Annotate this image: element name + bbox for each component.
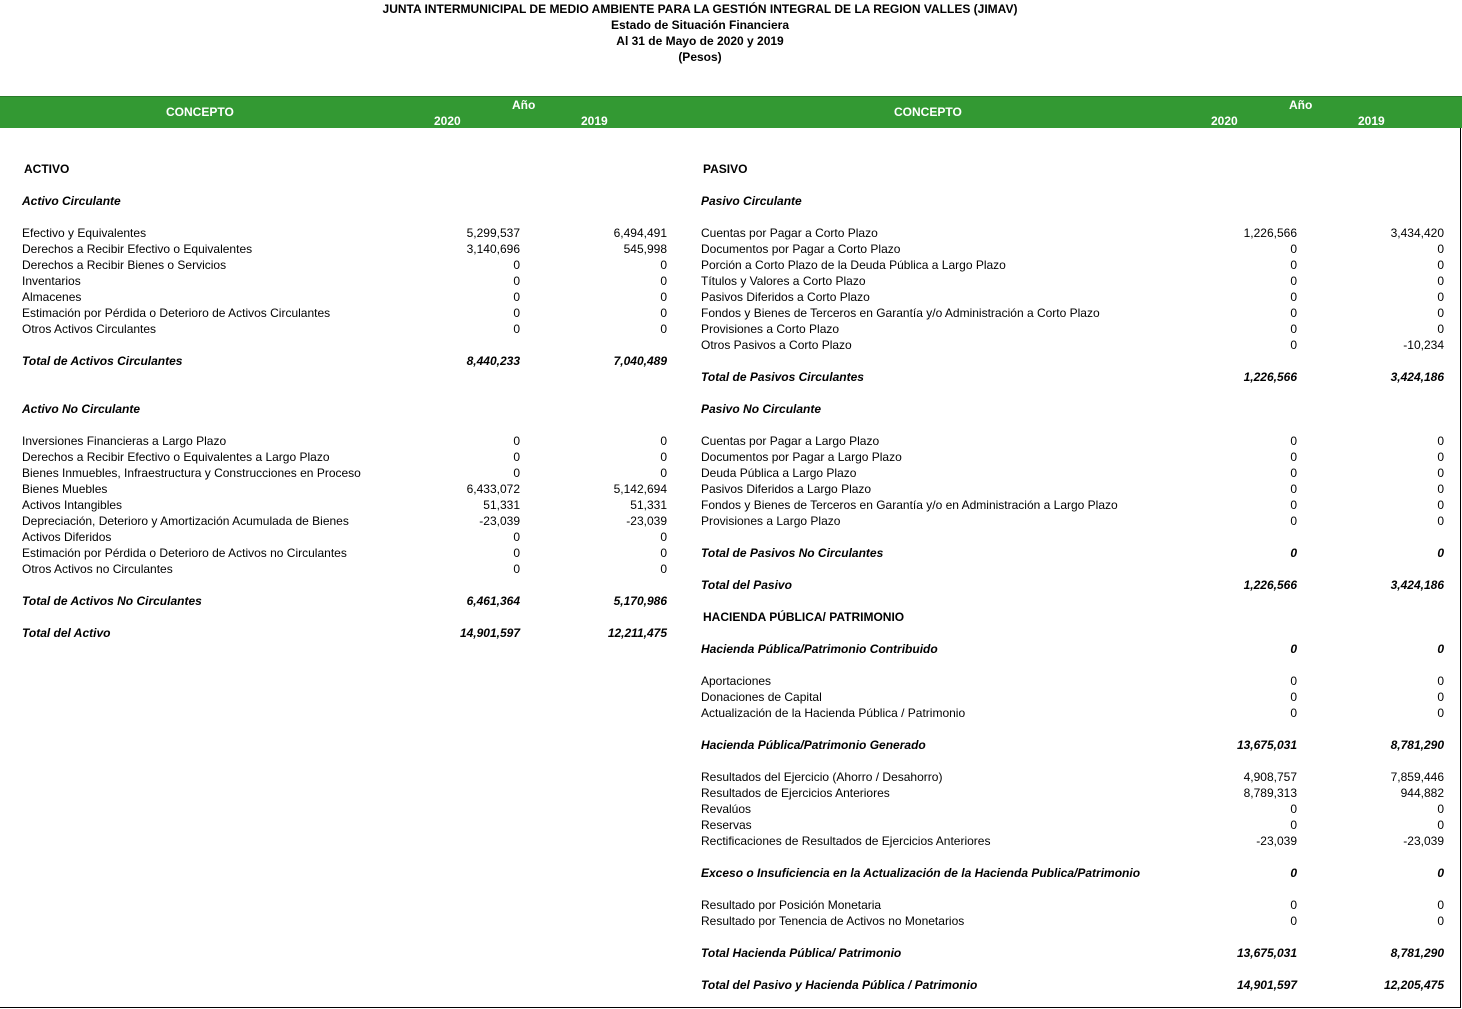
value-2020: 3,140,696: [466, 242, 520, 256]
value-2019: 0: [1437, 482, 1444, 496]
row-label: Cuentas por Pagar a Largo Plazo: [701, 434, 880, 448]
header-anio-right: Año: [1289, 98, 1313, 112]
row-label: Derechos a Recibir Efectivo o Equivalentes a Largo Plazo: [22, 450, 330, 464]
value-2020: 51,331: [483, 498, 520, 512]
row-label: Total del Pasivo y Hacienda Pública / Patrimonio: [701, 978, 978, 992]
value-2020: 14,901,597: [1236, 978, 1297, 992]
value-2020: 13,675,031: [1236, 738, 1297, 752]
value-2020: -23,039: [479, 514, 520, 528]
value-2020: 0: [1290, 642, 1297, 656]
row-label: Hacienda Pública/Patrimonio Contribuido: [701, 642, 938, 656]
row-label: Resultado por Posición Monetaria: [701, 898, 882, 912]
header-2020-left: 2020: [434, 114, 461, 128]
value-2020: 0: [1290, 866, 1297, 880]
value-2019: -23,039: [1403, 834, 1444, 848]
row-label: Inversiones Financieras a Largo Plazo: [22, 434, 227, 448]
value-2020: 0: [1290, 690, 1297, 704]
value-2019: 7,040,489: [613, 354, 667, 368]
row-label: Aportaciones: [701, 674, 772, 688]
value-2019: 0: [1437, 274, 1444, 288]
row-label: Reservas: [701, 818, 752, 832]
value-2019: 0: [660, 274, 667, 288]
row-label: Pasivo No Circulante: [701, 402, 822, 416]
value-2019: 0: [1437, 642, 1444, 656]
value-2019: 0: [1437, 914, 1444, 928]
row-label: Otros Activos no Circulantes: [22, 562, 173, 576]
value-2019: 7,859,446: [1390, 770, 1444, 784]
value-2019: 0: [1437, 498, 1444, 512]
value-2019: 5,170,986: [613, 594, 667, 608]
row-label: Derechos a Recibir Bienes o Servicios: [22, 258, 227, 272]
row-label: Pasivo Circulante: [701, 194, 802, 208]
value-2020: 4,908,757: [1243, 770, 1297, 784]
value-2019: 0: [1437, 706, 1444, 720]
value-2019: 6,494,491: [613, 226, 667, 240]
value-2020: 0: [513, 274, 520, 288]
value-2020: 0: [1290, 338, 1297, 352]
value-2019: 0: [1437, 690, 1444, 704]
value-2020: 0: [513, 546, 520, 560]
row-label: Resultados de Ejercicios Anteriores: [701, 786, 890, 800]
value-2020: 0: [1290, 546, 1297, 560]
value-2019: 0: [660, 546, 667, 560]
row-label: Pasivos Diferidos a Corto Plazo: [701, 290, 870, 304]
row-label: Activos Diferidos: [22, 530, 112, 544]
value-2019: -23,039: [626, 514, 667, 528]
value-2019: 0: [660, 258, 667, 272]
value-2019: 0: [660, 530, 667, 544]
row-label: Depreciación, Deterioro y Amortización Acumulada de Bienes: [22, 514, 349, 528]
value-2019: 0: [660, 466, 667, 480]
row-label: Estimación por Pérdida o Deterioro de Activos Circulantes: [22, 306, 331, 320]
row-label: Inventarios: [22, 274, 81, 288]
value-2020: 0: [1290, 818, 1297, 832]
value-2019: 0: [1437, 674, 1444, 688]
row-label: Total de Activos Circulantes: [22, 354, 183, 368]
value-2020: 0: [1290, 258, 1297, 272]
value-2019: 0: [1437, 434, 1444, 448]
row-label: Donaciones de Capital: [701, 690, 822, 704]
row-label: Activo Circulante: [22, 194, 121, 208]
value-2020: 0: [1290, 674, 1297, 688]
value-2020: 0: [1290, 274, 1297, 288]
report-entity-title: JUNTA INTERMUNICIPAL DE MEDIO AMBIENTE PARA LA GESTIÓN INTEGRAL DE LA REGION VALLES (JIMAV): [382, 2, 1018, 16]
value-2019: 0: [1437, 466, 1444, 480]
value-2020: 13,675,031: [1236, 946, 1297, 960]
row-label: Derechos a Recibir Efectivo o Equivalentes: [22, 242, 253, 256]
row-label: Hacienda Pública/Patrimonio Generado: [701, 738, 926, 752]
header-2019-right: 2019: [1358, 114, 1385, 128]
table-header: [0, 96, 1462, 128]
value-2019: 0: [1437, 306, 1444, 320]
row-label: Documentos por Pagar a Corto Plazo: [701, 242, 901, 256]
row-label: PASIVO: [703, 162, 748, 176]
value-2019: 0: [1437, 450, 1444, 464]
value-2020: 6,433,072: [466, 482, 520, 496]
row-label: Porción a Corto Plazo de la Deuda Pública a Largo Plazo: [701, 258, 1006, 272]
value-2020: 6,461,364: [466, 594, 520, 608]
value-2020: 8,789,313: [1243, 786, 1297, 800]
report-title: Estado de Situación Financiera: [610, 18, 790, 32]
value-2019: 0: [1437, 242, 1444, 256]
row-label: Documentos por Pagar a Largo Plazo: [701, 450, 902, 464]
value-2020: 0: [513, 450, 520, 464]
value-2020: 0: [1290, 482, 1297, 496]
value-2019: 545,998: [623, 242, 667, 256]
value-2019: 0: [1437, 802, 1444, 816]
row-label: Fondos y Bienes de Terceros en Garantía y/o en Administración a Largo Plazo: [701, 498, 1118, 512]
row-label: Deuda Pública a Largo Plazo: [701, 466, 857, 480]
value-2020: 0: [1290, 434, 1297, 448]
row-label: Estimación por Pérdida o Deterioro de Activos no Circulantes: [22, 546, 347, 560]
value-2020: 0: [1290, 914, 1297, 928]
value-2019: 0: [1437, 818, 1444, 832]
value-2019: 944,882: [1400, 786, 1444, 800]
header-2019-left: 2019: [581, 114, 608, 128]
row-label: ACTIVO: [24, 162, 70, 176]
value-2020: -23,039: [1256, 834, 1297, 848]
row-label: Total Hacienda Pública/ Patrimonio: [701, 946, 902, 960]
row-label: Títulos y Valores a Corto Plazo: [701, 274, 866, 288]
value-2019: 12,211,475: [607, 626, 667, 640]
value-2020: 0: [1290, 322, 1297, 336]
row-label: HACIENDA PÚBLICA/ PATRIMONIO: [703, 610, 905, 624]
value-2020: 0: [1290, 242, 1297, 256]
row-label: Rectificaciones de Resultados de Ejercicios Anteriores: [701, 834, 991, 848]
value-2019: 0: [1437, 290, 1444, 304]
value-2020: 5,299,537: [466, 226, 520, 240]
value-2020: 0: [1290, 802, 1297, 816]
value-2019: 0: [660, 322, 667, 336]
value-2019: 0: [1437, 546, 1444, 560]
row-label: Provisiones a Corto Plazo: [701, 322, 840, 336]
value-2020: 0: [513, 322, 520, 336]
row-label: Pasivos Diferidos a Largo Plazo: [701, 482, 872, 496]
report-date: Al 31 de Mayo de 2020 y 2019: [616, 34, 784, 48]
value-2020: 1,226,566: [1243, 226, 1297, 240]
row-label: Total de Activos No Circulantes: [22, 594, 202, 608]
value-2019: 0: [1437, 866, 1444, 880]
value-2020: 0: [1290, 706, 1297, 720]
value-2020: 0: [1290, 450, 1297, 464]
row-label: Actualización de la Hacienda Pública / Patrimonio: [701, 706, 966, 720]
value-2020: 0: [1290, 514, 1297, 528]
value-2019: 0: [1437, 322, 1444, 336]
value-2019: 12,205,475: [1383, 978, 1444, 992]
value-2020: 0: [1290, 306, 1297, 320]
value-2019: 0: [660, 562, 667, 576]
row-label: Otros Activos Circulantes: [22, 322, 157, 336]
value-2019: 3,424,186: [1390, 578, 1444, 592]
row-label: Exceso o Insuficiencia en la Actualización de la Hacienda Publica/Patrimonio: [701, 866, 1141, 880]
value-2019: 8,781,290: [1390, 738, 1444, 752]
value-2020: 0: [1290, 466, 1297, 480]
row-label: Bienes Muebles: [22, 482, 108, 496]
row-label: Activos Intangibles: [22, 498, 123, 512]
row-label: Total de Pasivos No Circulantes: [701, 546, 884, 560]
row-label: Total de Pasivos Circulantes: [701, 370, 864, 384]
value-2019: 0: [660, 290, 667, 304]
value-2019: 0: [1437, 514, 1444, 528]
value-2019: 0: [660, 306, 667, 320]
row-label: Activo No Circulante: [22, 402, 141, 416]
value-2020: 14,901,597: [459, 626, 520, 640]
value-2019: 5,142,694: [613, 482, 667, 496]
value-2020: 0: [1290, 290, 1297, 304]
row-label: Total del Activo: [22, 626, 111, 640]
header-anio-left: Año: [512, 98, 536, 112]
row-label: Provisiones a Largo Plazo: [701, 514, 841, 528]
row-label: Otros Pasivos a Corto Plazo: [701, 338, 852, 352]
row-label: Resultado por Tenencia de Activos no Monetarios: [701, 914, 965, 928]
row-label: Total del Pasivo: [701, 578, 792, 592]
row-label: Fondos y Bienes de Terceros en Garantía y/o Administración a Corto Plazo: [701, 306, 1100, 320]
value-2020: 1,226,566: [1243, 370, 1297, 384]
value-2020: 0: [513, 306, 520, 320]
row-label: Cuentas por Pagar a Corto Plazo: [701, 226, 878, 240]
value-2020: 0: [1290, 898, 1297, 912]
value-2019: 0: [1437, 898, 1444, 912]
value-2020: 0: [513, 466, 520, 480]
header-2020-right: 2020: [1211, 114, 1238, 128]
value-2019: 0: [660, 434, 667, 448]
row-label: Resultados del Ejercicio (Ahorro / Desahorro): [701, 770, 943, 784]
value-2019: -10,234: [1403, 338, 1444, 352]
value-2020: 0: [1290, 498, 1297, 512]
row-label: Revalúos: [701, 802, 752, 816]
value-2019: 0: [660, 450, 667, 464]
value-2020: 0: [513, 434, 520, 448]
value-2020: 0: [513, 258, 520, 272]
value-2020: 0: [513, 290, 520, 304]
value-2020: 0: [513, 562, 520, 576]
row-label: Efectivo y Equivalentes: [22, 226, 147, 240]
header-concepto-left: CONCEPTO: [166, 105, 234, 119]
report-currency: (Pesos): [678, 50, 722, 64]
value-2019: 0: [1437, 258, 1444, 272]
value-2020: 0: [513, 530, 520, 544]
row-label: Bienes Inmuebles, Infraestructura y Construcciones en Proceso: [22, 466, 361, 480]
header-concepto-right: CONCEPTO: [894, 105, 962, 119]
value-2019: 3,434,420: [1390, 226, 1444, 240]
value-2020: 8,440,233: [466, 354, 520, 368]
value-2019: 3,424,186: [1390, 370, 1444, 384]
value-2019: 51,331: [630, 498, 667, 512]
value-2019: 8,781,290: [1390, 946, 1444, 960]
value-2020: 1,226,566: [1243, 578, 1297, 592]
row-label: Almacenes: [22, 290, 82, 304]
